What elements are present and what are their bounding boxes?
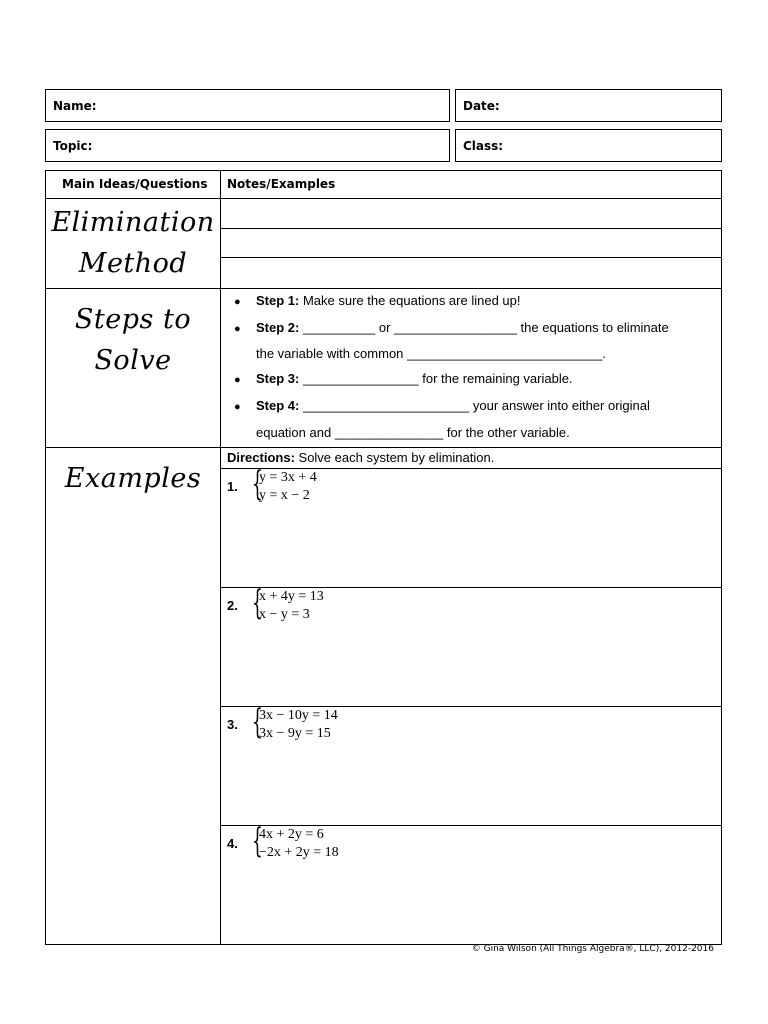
section-divider <box>45 288 722 289</box>
step-text: __________ or _________________ the equations to eliminate <box>299 320 669 335</box>
brace-icon: { <box>252 583 263 623</box>
equation: 3x − 9y = 15 <box>259 726 331 741</box>
step-label: Step 1: <box>256 293 300 308</box>
brace-icon: { <box>252 702 263 742</box>
example-divider <box>220 825 722 826</box>
step-label: Step 3: <box>256 371 300 386</box>
equation: −2x + 2y = 18 <box>259 845 339 860</box>
name-field[interactable] <box>45 89 450 122</box>
brace-icon: { <box>252 464 263 504</box>
example-number: 3. <box>227 717 238 732</box>
notes-line <box>220 257 722 258</box>
date-field[interactable] <box>455 89 722 122</box>
step-1 <box>234 293 520 308</box>
class-label: Class: <box>463 138 504 153</box>
section-title-line: Solve <box>94 345 172 376</box>
example-number: 2. <box>227 598 238 613</box>
directions-text: Solve each system by elimination. <box>294 450 495 465</box>
step-2 <box>234 320 669 335</box>
directions-divider <box>220 468 722 469</box>
column-divider <box>220 170 221 945</box>
example-divider <box>220 587 722 588</box>
section-title-line: Method <box>78 248 188 279</box>
step-text: _______________________ your answer into either original <box>299 398 650 413</box>
equation: y = x − 2 <box>259 488 310 503</box>
class-field[interactable] <box>455 129 722 162</box>
bullet-icon: ● <box>234 374 241 386</box>
step-4-continued: equation and _______________ for the other variable. <box>256 425 570 440</box>
directions-label: Directions: <box>227 450 295 465</box>
section-title-line: Elimination <box>51 207 215 238</box>
date-label: Date: <box>463 98 500 113</box>
header-row-divider <box>45 198 722 199</box>
equation: 4x + 2y = 6 <box>259 827 324 842</box>
topic-label: Topic: <box>53 138 93 153</box>
step-4 <box>234 398 650 413</box>
topic-field[interactable] <box>45 129 450 162</box>
step-label: Step 4: <box>256 398 300 413</box>
step-2-continued: the variable with common ___________________________. <box>256 346 606 361</box>
step-text: ________________ for the remaining variable. <box>299 371 573 386</box>
section-title-line: Steps to <box>74 304 192 335</box>
step-3 <box>234 371 573 386</box>
example-number: 4. <box>227 836 238 851</box>
step-label: Step 2: <box>256 320 300 335</box>
step-text: Make sure the equations are lined up! <box>299 293 521 308</box>
copyright-footer: © Gina Wilson (All Things Algebra®, LLC), 2012-2016 <box>471 944 714 954</box>
section-title-elimination <box>46 202 220 284</box>
example-divider <box>220 706 722 707</box>
equation: x − y = 3 <box>259 607 310 622</box>
equation: x + 4y = 13 <box>259 589 324 604</box>
section-title-steps <box>46 299 220 381</box>
directions <box>227 450 494 465</box>
col-header-main-ideas: Main Ideas/Questions <box>62 177 208 191</box>
section-title-examples: Examples <box>64 463 202 494</box>
example-number: 1. <box>227 479 238 494</box>
equation: 3x − 10y = 14 <box>259 708 338 723</box>
bullet-icon: ● <box>234 323 241 335</box>
name-label: Name: <box>53 98 97 113</box>
notes-line <box>220 228 722 229</box>
bullet-icon: ● <box>234 401 241 413</box>
brace-icon: { <box>252 821 263 861</box>
bullet-icon: ● <box>234 296 241 308</box>
col-header-notes: Notes/Examples <box>227 177 336 191</box>
section-divider <box>45 447 722 448</box>
notes-table <box>45 170 722 945</box>
equation: y = 3x + 4 <box>259 470 317 485</box>
